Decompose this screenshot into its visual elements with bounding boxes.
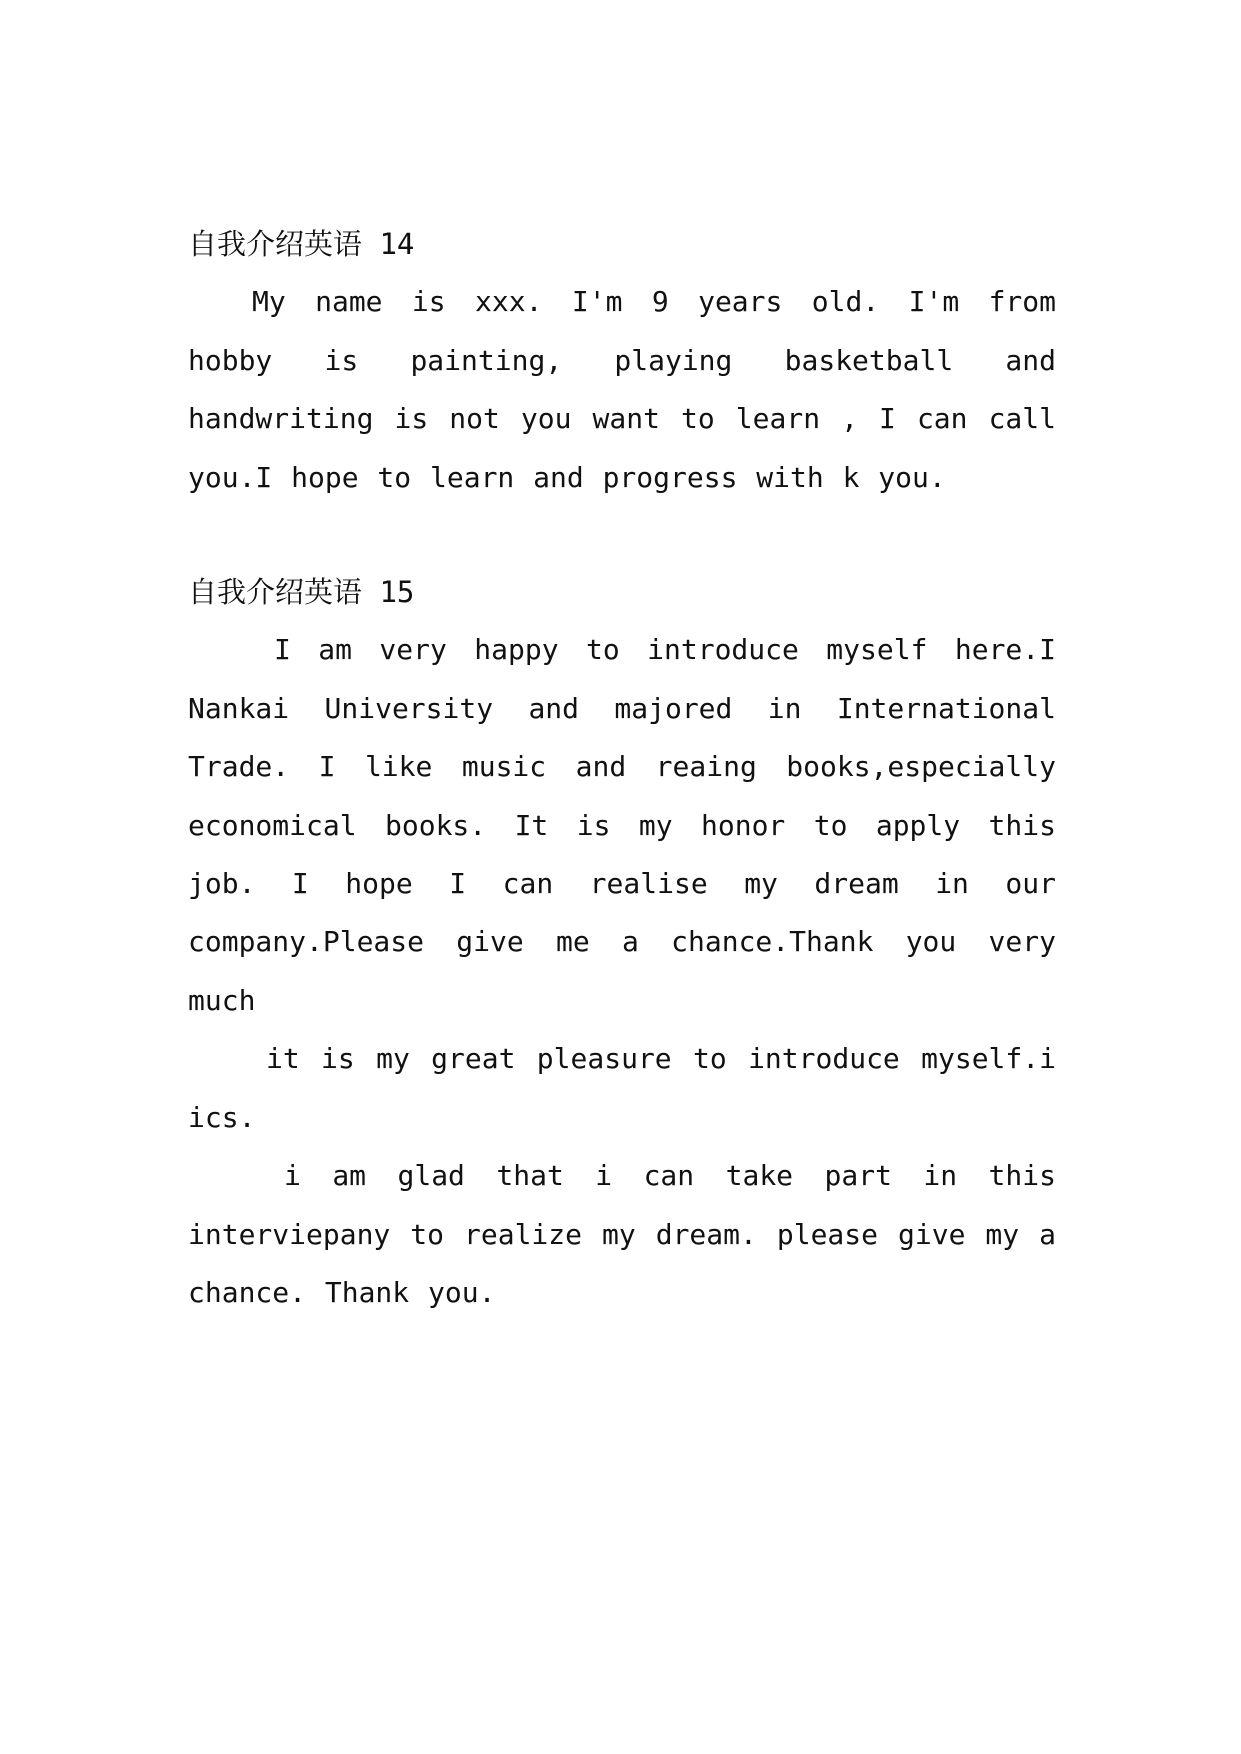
section-heading: 自我介绍英语 14 bbox=[188, 227, 415, 261]
section-15 bbox=[188, 563, 1056, 1322]
section-14 bbox=[188, 215, 1056, 507]
paragraph: I am very happy to introduce myself here.I Nankai University and majored in International Trade. I like music and reaing books,especially economical books. It is my honor to apply this job. I hope I can realise my dream in our company.Please give me a chance.Thank you very much bbox=[188, 633, 1056, 1017]
document-body bbox=[188, 215, 1056, 1322]
section-heading: 自我介绍英语 15 bbox=[188, 575, 415, 610]
paragraph: i am glad that i can take part in this interviepany to realize my dream. please give my a chance. Thank you. bbox=[188, 1159, 1056, 1309]
section-gap bbox=[188, 507, 1056, 563]
paragraph: it is my great pleasure to introduce myself.i ics. bbox=[188, 1042, 1056, 1134]
paragraph: My name is xxx. I'm 9 years old. I'm from hobby is painting, playing basketball and handwriting is not you want to learn , I can call you.I hope to learn and progress with k you. bbox=[188, 285, 1056, 494]
